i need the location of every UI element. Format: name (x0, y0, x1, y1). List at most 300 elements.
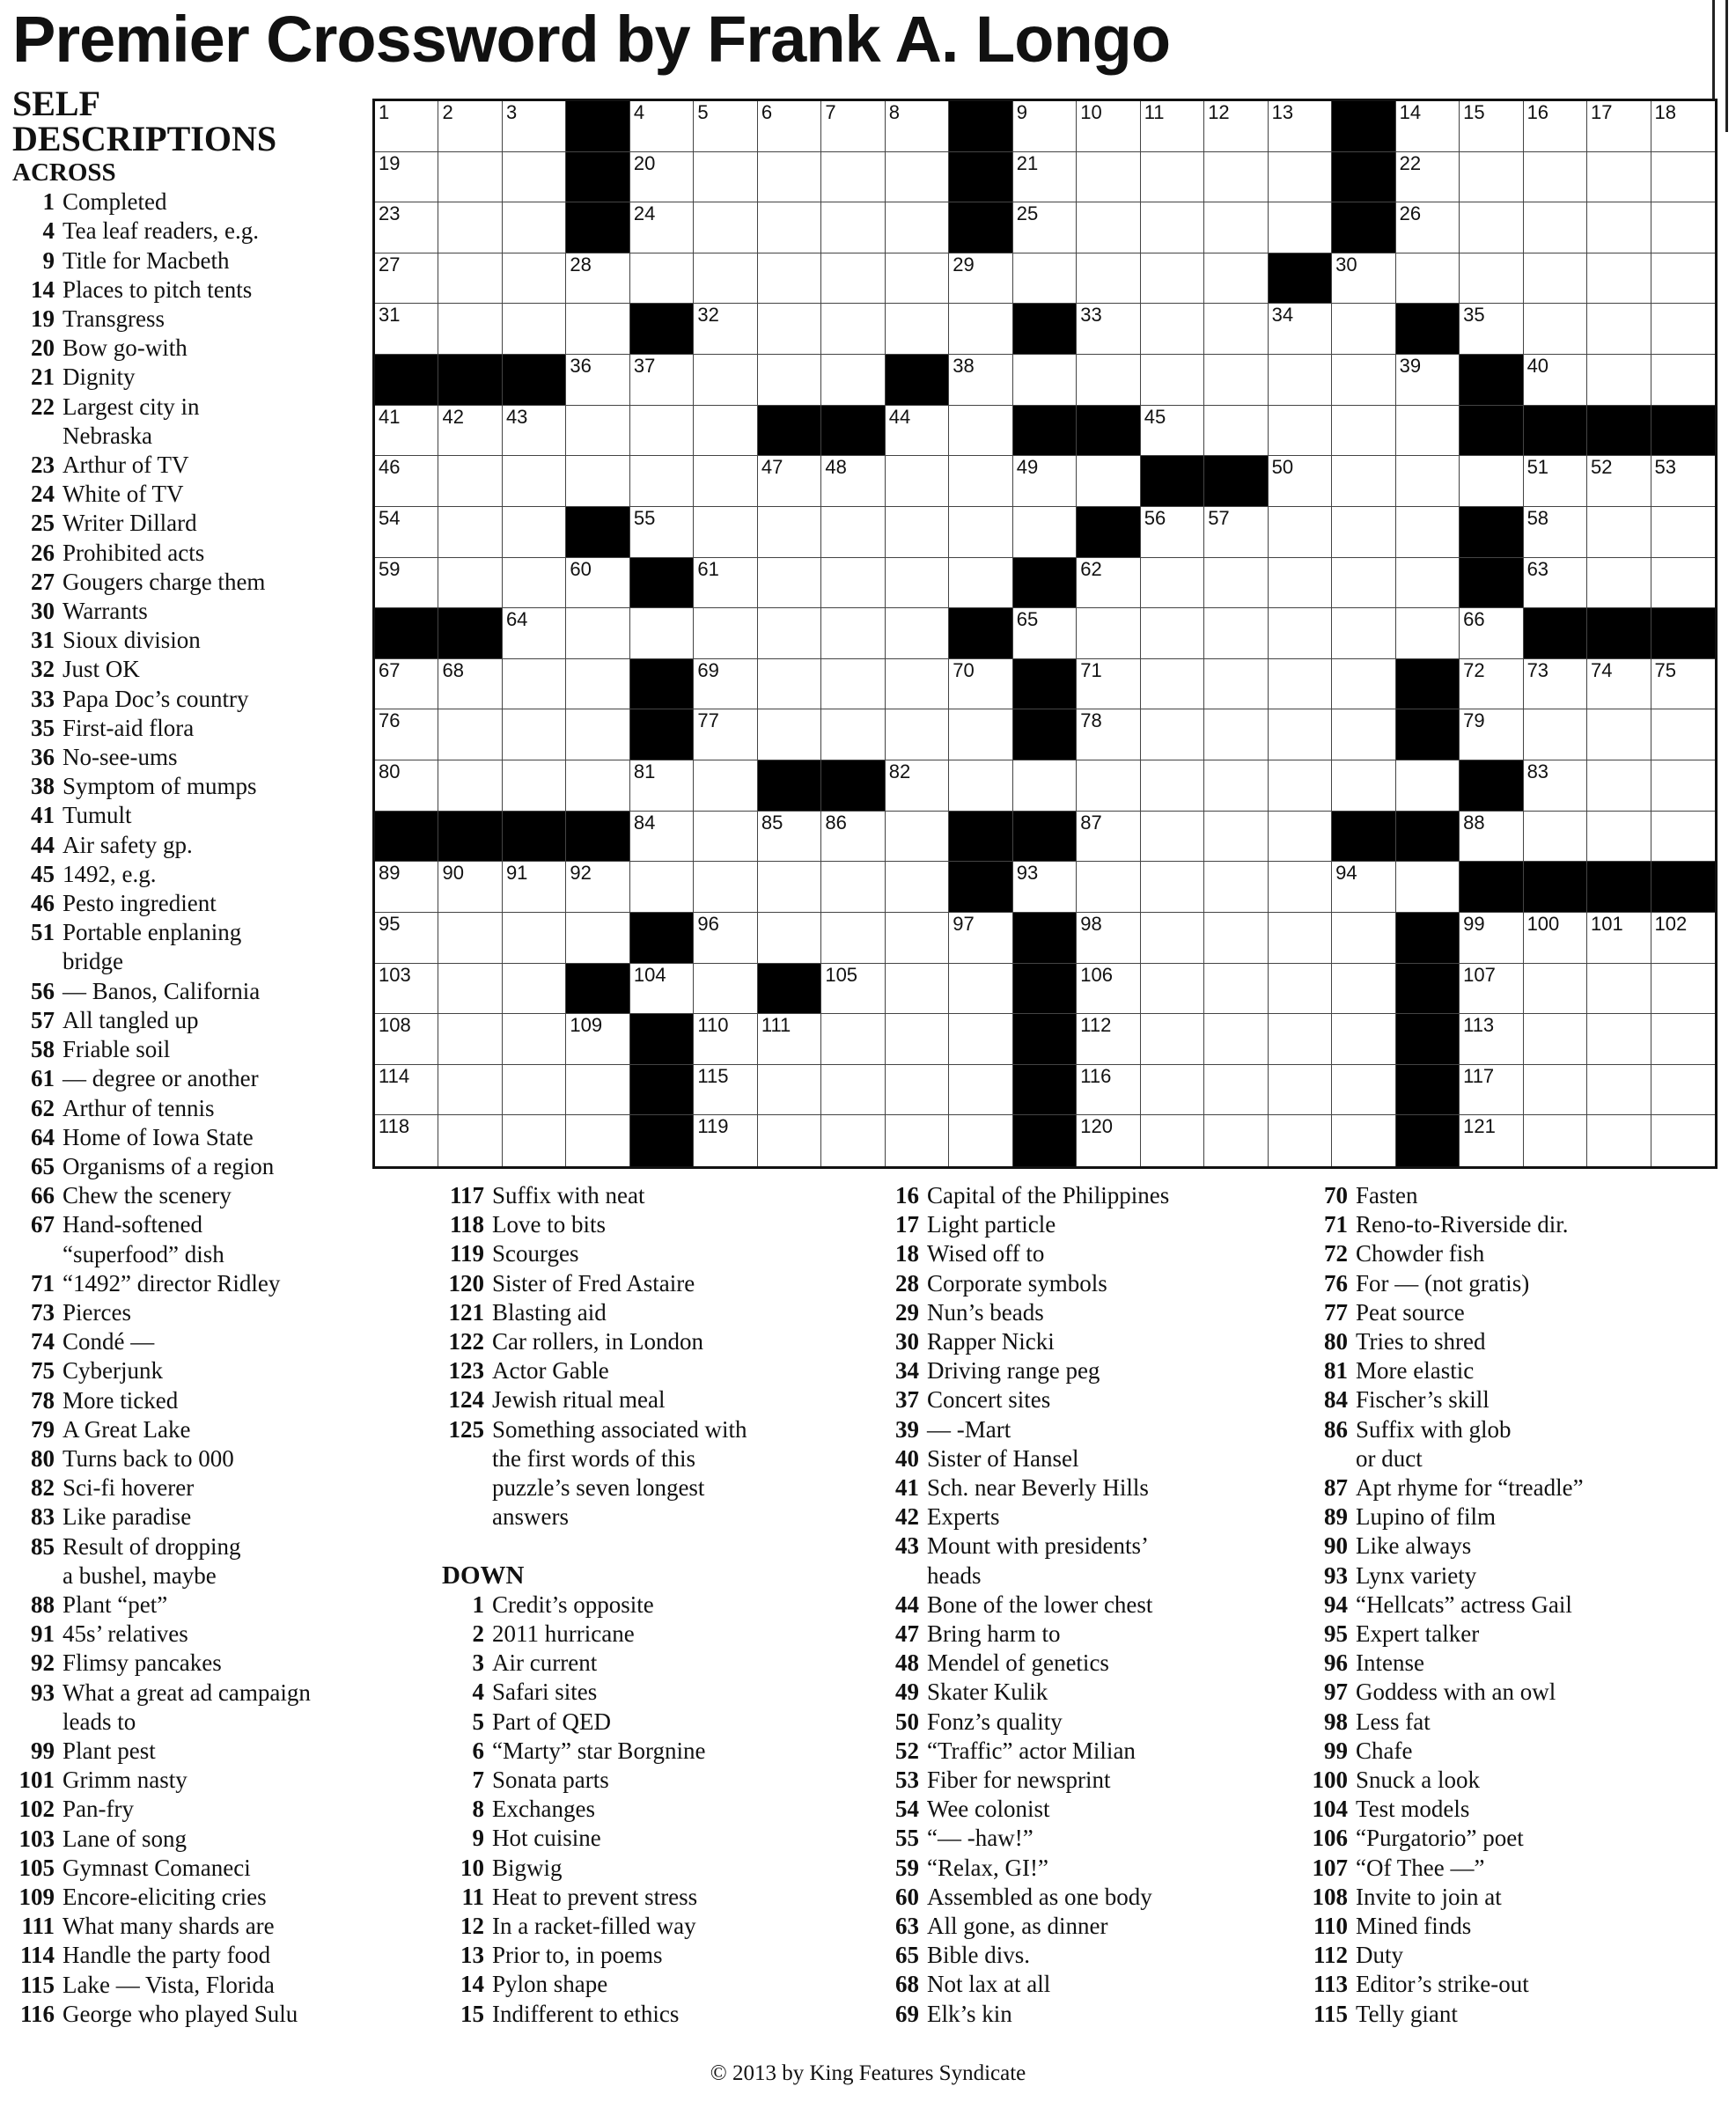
grid-cell[interactable] (1077, 101, 1140, 152)
grid-cell[interactable] (375, 1014, 438, 1065)
grid-cell[interactable] (1396, 202, 1460, 253)
grid-cell[interactable] (821, 608, 885, 659)
grid-cell[interactable] (1524, 1115, 1587, 1166)
grid-cell[interactable] (1141, 862, 1204, 913)
grid-cell[interactable] (758, 709, 821, 760)
grid-cell[interactable] (1396, 355, 1460, 406)
grid-cell[interactable] (758, 202, 821, 253)
grid-cell[interactable] (949, 709, 1012, 760)
grid-cell[interactable] (949, 456, 1012, 507)
grid-cell[interactable] (1524, 709, 1587, 760)
grid-cell[interactable] (1332, 507, 1395, 558)
grid-cell[interactable] (758, 1014, 821, 1065)
grid-cell[interactable] (503, 659, 566, 710)
grid-cell[interactable] (1141, 355, 1204, 406)
grid-cell[interactable] (949, 253, 1012, 305)
grid-cell[interactable] (1651, 760, 1715, 812)
grid-cell[interactable] (566, 1115, 629, 1166)
grid-cell[interactable] (1204, 913, 1268, 964)
grid-cell[interactable] (1332, 1115, 1395, 1166)
grid-cell[interactable] (821, 964, 885, 1015)
grid-cell[interactable] (1077, 152, 1140, 203)
grid-cell[interactable] (1460, 101, 1523, 152)
grid-cell[interactable] (1587, 253, 1651, 305)
grid-cell[interactable] (1587, 202, 1651, 253)
grid-cell[interactable] (1332, 1065, 1395, 1116)
grid-cell[interactable] (438, 1115, 502, 1166)
grid-cell[interactable] (1013, 152, 1077, 203)
grid-cell[interactable] (630, 202, 694, 253)
grid-cell[interactable] (1077, 659, 1140, 710)
grid-cell[interactable] (949, 1014, 1012, 1065)
grid-cell[interactable] (886, 152, 949, 203)
grid-cell[interactable] (1269, 1115, 1332, 1166)
grid-cell[interactable] (375, 304, 438, 355)
grid-cell[interactable] (503, 1065, 566, 1116)
grid-cell[interactable] (438, 304, 502, 355)
grid-cell[interactable] (503, 202, 566, 253)
grid-cell[interactable] (1651, 709, 1715, 760)
grid-cell[interactable] (1077, 1065, 1140, 1116)
grid-cell[interactable] (438, 659, 502, 710)
grid-cell[interactable] (630, 355, 694, 406)
grid-cell[interactable] (949, 558, 1012, 609)
grid-cell[interactable] (1077, 558, 1140, 609)
grid-cell[interactable] (1332, 406, 1395, 457)
grid-cell[interactable] (1013, 253, 1077, 305)
grid-cell[interactable] (1524, 304, 1587, 355)
grid-cell[interactable] (1651, 812, 1715, 863)
grid-cell[interactable] (758, 1065, 821, 1116)
grid-cell[interactable] (1460, 304, 1523, 355)
grid-cell[interactable] (1204, 304, 1268, 355)
grid-cell[interactable] (503, 1115, 566, 1166)
grid-cell[interactable] (566, 456, 629, 507)
grid-cell[interactable] (1204, 202, 1268, 253)
grid-cell[interactable] (694, 507, 757, 558)
grid-cell[interactable] (1141, 760, 1204, 812)
grid-cell[interactable] (694, 913, 757, 964)
grid-cell[interactable] (1013, 355, 1077, 406)
grid-cell[interactable] (1269, 608, 1332, 659)
grid-cell[interactable] (821, 558, 885, 609)
grid-cell[interactable] (1396, 507, 1460, 558)
grid-cell[interactable] (1587, 507, 1651, 558)
grid-cell[interactable] (1332, 913, 1395, 964)
grid-cell[interactable] (375, 862, 438, 913)
grid-cell[interactable] (1332, 659, 1395, 710)
grid-cell[interactable] (1587, 101, 1651, 152)
grid-cell[interactable] (1460, 913, 1523, 964)
grid-cell[interactable] (758, 304, 821, 355)
grid-cell[interactable] (566, 913, 629, 964)
grid-cell[interactable] (1204, 608, 1268, 659)
grid-cell[interactable] (758, 253, 821, 305)
grid-cell[interactable] (1204, 709, 1268, 760)
grid-cell[interactable] (821, 202, 885, 253)
grid-cell[interactable] (758, 812, 821, 863)
grid-cell[interactable] (694, 608, 757, 659)
grid-cell[interactable] (1524, 507, 1587, 558)
grid-cell[interactable] (1077, 862, 1140, 913)
grid-cell[interactable] (1332, 709, 1395, 760)
grid-cell[interactable] (1204, 101, 1268, 152)
grid-cell[interactable] (1204, 1115, 1268, 1166)
grid-cell[interactable] (1204, 1014, 1268, 1065)
grid-cell[interactable] (1013, 760, 1077, 812)
grid-cell[interactable] (566, 253, 629, 305)
grid-cell[interactable] (821, 659, 885, 710)
grid-cell[interactable] (1396, 558, 1460, 609)
grid-cell[interactable] (1651, 964, 1715, 1015)
grid-cell[interactable] (949, 1065, 1012, 1116)
grid-cell[interactable] (1332, 760, 1395, 812)
grid-cell[interactable] (949, 913, 1012, 964)
grid-cell[interactable] (758, 659, 821, 710)
grid-cell[interactable] (503, 862, 566, 913)
grid-cell[interactable] (1332, 253, 1395, 305)
grid-cell[interactable] (949, 659, 1012, 710)
grid-cell[interactable] (438, 253, 502, 305)
grid-cell[interactable] (375, 101, 438, 152)
grid-cell[interactable] (1013, 202, 1077, 253)
grid-cell[interactable] (438, 1065, 502, 1116)
grid-cell[interactable] (821, 1014, 885, 1065)
grid-cell[interactable] (1587, 659, 1651, 710)
grid-cell[interactable] (1524, 760, 1587, 812)
grid-cell[interactable] (694, 1115, 757, 1166)
grid-cell[interactable] (758, 355, 821, 406)
grid-cell[interactable] (1204, 812, 1268, 863)
grid-cell[interactable] (438, 1014, 502, 1065)
grid-cell[interactable] (1524, 964, 1587, 1015)
grid-cell[interactable] (375, 964, 438, 1015)
grid-cell[interactable] (886, 608, 949, 659)
grid-cell[interactable] (1141, 913, 1204, 964)
grid-cell[interactable] (1651, 659, 1715, 710)
grid-cell[interactable] (375, 1115, 438, 1166)
grid-cell[interactable] (1460, 1014, 1523, 1065)
grid-cell[interactable] (1460, 608, 1523, 659)
grid-cell[interactable] (630, 456, 694, 507)
grid-cell[interactable] (1587, 709, 1651, 760)
grid-cell[interactable] (1141, 964, 1204, 1015)
grid-cell[interactable] (1651, 101, 1715, 152)
grid-cell[interactable] (1587, 812, 1651, 863)
grid-cell[interactable] (1269, 355, 1332, 406)
grid-cell[interactable] (1651, 1014, 1715, 1065)
grid-cell[interactable] (1332, 558, 1395, 609)
grid-cell[interactable] (1077, 760, 1140, 812)
grid-cell[interactable] (821, 507, 885, 558)
grid-cell[interactable] (694, 202, 757, 253)
grid-cell[interactable] (503, 608, 566, 659)
grid-cell[interactable] (630, 507, 694, 558)
grid-cell[interactable] (1141, 507, 1204, 558)
grid-cell[interactable] (694, 709, 757, 760)
grid-cell[interactable] (503, 507, 566, 558)
grid-cell[interactable] (438, 760, 502, 812)
grid-cell[interactable] (1460, 709, 1523, 760)
grid-cell[interactable] (821, 253, 885, 305)
grid-cell[interactable] (1651, 507, 1715, 558)
grid-cell[interactable] (1396, 101, 1460, 152)
grid-cell[interactable] (438, 558, 502, 609)
grid-cell[interactable] (1141, 202, 1204, 253)
grid-cell[interactable] (1204, 152, 1268, 203)
grid-cell[interactable] (949, 760, 1012, 812)
grid-cell[interactable] (1524, 1065, 1587, 1116)
grid-cell[interactable] (821, 709, 885, 760)
grid-cell[interactable] (1587, 964, 1651, 1015)
grid-cell[interactable] (1396, 152, 1460, 203)
grid-cell[interactable] (438, 964, 502, 1015)
grid-cell[interactable] (1269, 406, 1332, 457)
grid-cell[interactable] (375, 253, 438, 305)
grid-cell[interactable] (1651, 913, 1715, 964)
grid-cell[interactable] (886, 202, 949, 253)
grid-cell[interactable] (1587, 1065, 1651, 1116)
grid-cell[interactable] (1204, 253, 1268, 305)
grid-cell[interactable] (1524, 202, 1587, 253)
grid-cell[interactable] (694, 253, 757, 305)
grid-cell[interactable] (1587, 558, 1651, 609)
grid-cell[interactable] (886, 507, 949, 558)
grid-cell[interactable] (503, 760, 566, 812)
grid-cell[interactable] (438, 406, 502, 457)
grid-cell[interactable] (1396, 760, 1460, 812)
grid-cell[interactable] (1013, 456, 1077, 507)
grid-cell[interactable] (1204, 355, 1268, 406)
grid-cell[interactable] (1460, 1065, 1523, 1116)
grid-cell[interactable] (1460, 456, 1523, 507)
grid-cell[interactable] (949, 355, 1012, 406)
grid-cell[interactable] (1587, 1014, 1651, 1065)
grid-cell[interactable] (375, 1065, 438, 1116)
grid-cell[interactable] (1269, 862, 1332, 913)
grid-cell[interactable] (758, 608, 821, 659)
grid-cell[interactable] (694, 558, 757, 609)
grid-cell[interactable] (886, 659, 949, 710)
grid-cell[interactable] (1204, 964, 1268, 1015)
grid-cell[interactable] (694, 101, 757, 152)
grid-cell[interactable] (886, 558, 949, 609)
grid-cell[interactable] (1141, 1014, 1204, 1065)
grid-cell[interactable] (886, 456, 949, 507)
grid-cell[interactable] (1077, 253, 1140, 305)
grid-cell[interactable] (1077, 608, 1140, 659)
grid-cell[interactable] (566, 304, 629, 355)
grid-cell[interactable] (886, 913, 949, 964)
grid-cell[interactable] (438, 507, 502, 558)
grid-cell[interactable] (630, 608, 694, 659)
grid-cell[interactable] (1651, 558, 1715, 609)
grid-cell[interactable] (1141, 1115, 1204, 1166)
grid-cell[interactable] (375, 913, 438, 964)
grid-cell[interactable] (566, 558, 629, 609)
grid-cell[interactable] (1587, 355, 1651, 406)
grid-cell[interactable] (503, 456, 566, 507)
grid-cell[interactable] (1204, 862, 1268, 913)
grid-cell[interactable] (886, 406, 949, 457)
grid-cell[interactable] (1141, 406, 1204, 457)
grid-cell[interactable] (694, 812, 757, 863)
grid-cell[interactable] (1651, 355, 1715, 406)
grid-cell[interactable] (1077, 202, 1140, 253)
grid-cell[interactable] (1460, 152, 1523, 203)
grid-cell[interactable] (1332, 355, 1395, 406)
grid-cell[interactable] (1141, 152, 1204, 203)
grid-cell[interactable] (566, 608, 629, 659)
grid-cell[interactable] (630, 406, 694, 457)
grid-cell[interactable] (694, 1014, 757, 1065)
grid-cell[interactable] (1141, 659, 1204, 710)
grid-cell[interactable] (886, 304, 949, 355)
grid-cell[interactable] (949, 964, 1012, 1015)
grid-cell[interactable] (1269, 760, 1332, 812)
grid-cell[interactable] (1396, 608, 1460, 659)
grid-cell[interactable] (1269, 152, 1332, 203)
grid-cell[interactable] (1204, 659, 1268, 710)
grid-cell[interactable] (1587, 456, 1651, 507)
grid-cell[interactable] (566, 659, 629, 710)
grid-cell[interactable] (1141, 101, 1204, 152)
grid-cell[interactable] (1460, 659, 1523, 710)
grid-cell[interactable] (566, 862, 629, 913)
grid-cell[interactable] (821, 812, 885, 863)
grid-cell[interactable] (566, 709, 629, 760)
grid-cell[interactable] (566, 1014, 629, 1065)
grid-cell[interactable] (1013, 101, 1077, 152)
grid-cell[interactable] (1396, 862, 1460, 913)
grid-cell[interactable] (630, 253, 694, 305)
grid-cell[interactable] (1396, 406, 1460, 457)
grid-cell[interactable] (1587, 152, 1651, 203)
grid-cell[interactable] (694, 152, 757, 203)
grid-cell[interactable] (1269, 558, 1332, 609)
grid-cell[interactable] (694, 659, 757, 710)
grid-cell[interactable] (630, 152, 694, 203)
grid-cell[interactable] (630, 101, 694, 152)
grid-cell[interactable] (438, 913, 502, 964)
grid-cell[interactable] (438, 101, 502, 152)
grid-cell[interactable] (1269, 812, 1332, 863)
grid-cell[interactable] (694, 964, 757, 1015)
grid-cell[interactable] (886, 101, 949, 152)
grid-cell[interactable] (1204, 406, 1268, 457)
grid-cell[interactable] (821, 1065, 885, 1116)
grid-cell[interactable] (375, 709, 438, 760)
grid-cell[interactable] (630, 862, 694, 913)
grid-cell[interactable] (503, 101, 566, 152)
grid-cell[interactable] (1332, 608, 1395, 659)
grid-cell[interactable] (1141, 1065, 1204, 1116)
grid-cell[interactable] (375, 152, 438, 203)
grid-cell[interactable] (758, 507, 821, 558)
grid-cell[interactable] (503, 913, 566, 964)
grid-cell[interactable] (821, 355, 885, 406)
grid-cell[interactable] (375, 202, 438, 253)
grid-cell[interactable] (1332, 964, 1395, 1015)
grid-cell[interactable] (1524, 253, 1587, 305)
grid-cell[interactable] (1651, 304, 1715, 355)
grid-cell[interactable] (694, 1065, 757, 1116)
grid-cell[interactable] (949, 1115, 1012, 1166)
grid-cell[interactable] (758, 862, 821, 913)
grid-cell[interactable] (503, 558, 566, 609)
grid-cell[interactable] (375, 406, 438, 457)
grid-cell[interactable] (1077, 456, 1140, 507)
grid-cell[interactable] (1332, 862, 1395, 913)
grid-cell[interactable] (566, 406, 629, 457)
grid-cell[interactable] (438, 456, 502, 507)
grid-cell[interactable] (1269, 456, 1332, 507)
grid-cell[interactable] (1077, 355, 1140, 406)
grid-cell[interactable] (1269, 1014, 1332, 1065)
grid-cell[interactable] (758, 913, 821, 964)
grid-cell[interactable] (694, 304, 757, 355)
grid-cell[interactable] (949, 507, 1012, 558)
grid-cell[interactable] (1204, 507, 1268, 558)
grid-cell[interactable] (1460, 202, 1523, 253)
grid-cell[interactable] (1269, 1065, 1332, 1116)
grid-cell[interactable] (1013, 862, 1077, 913)
grid-cell[interactable] (503, 304, 566, 355)
grid-cell[interactable] (1524, 101, 1587, 152)
grid-cell[interactable] (758, 456, 821, 507)
grid-cell[interactable] (438, 862, 502, 913)
grid-cell[interactable] (1651, 202, 1715, 253)
grid-cell[interactable] (1141, 709, 1204, 760)
grid-cell[interactable] (1587, 1115, 1651, 1166)
grid-cell[interactable] (821, 1115, 885, 1166)
grid-cell[interactable] (886, 760, 949, 812)
grid-cell[interactable] (1077, 812, 1140, 863)
grid-cell[interactable] (1269, 202, 1332, 253)
grid-cell[interactable] (1269, 709, 1332, 760)
grid-cell[interactable] (1141, 304, 1204, 355)
grid-cell[interactable] (1269, 964, 1332, 1015)
grid-cell[interactable] (758, 1115, 821, 1166)
grid-cell[interactable] (1651, 152, 1715, 203)
grid-cell[interactable] (1141, 253, 1204, 305)
grid-cell[interactable] (949, 406, 1012, 457)
grid-cell[interactable] (503, 964, 566, 1015)
grid-cell[interactable] (758, 152, 821, 203)
grid-cell[interactable] (821, 862, 885, 913)
grid-cell[interactable] (1141, 558, 1204, 609)
grid-cell[interactable] (1332, 304, 1395, 355)
grid-cell[interactable] (1013, 507, 1077, 558)
grid-cell[interactable] (438, 202, 502, 253)
grid-cell[interactable] (1524, 1014, 1587, 1065)
grid-cell[interactable] (1651, 456, 1715, 507)
grid-cell[interactable] (694, 406, 757, 457)
grid-cell[interactable] (694, 355, 757, 406)
grid-cell[interactable] (630, 760, 694, 812)
grid-cell[interactable] (438, 709, 502, 760)
grid-cell[interactable] (1332, 1014, 1395, 1065)
grid-cell[interactable] (375, 558, 438, 609)
grid-cell[interactable] (1269, 101, 1332, 152)
grid-cell[interactable] (1396, 253, 1460, 305)
grid-cell[interactable] (1204, 558, 1268, 609)
grid-cell[interactable] (503, 709, 566, 760)
grid-cell[interactable] (1204, 1065, 1268, 1116)
grid-cell[interactable] (503, 406, 566, 457)
grid-cell[interactable] (1269, 659, 1332, 710)
grid-cell[interactable] (694, 456, 757, 507)
